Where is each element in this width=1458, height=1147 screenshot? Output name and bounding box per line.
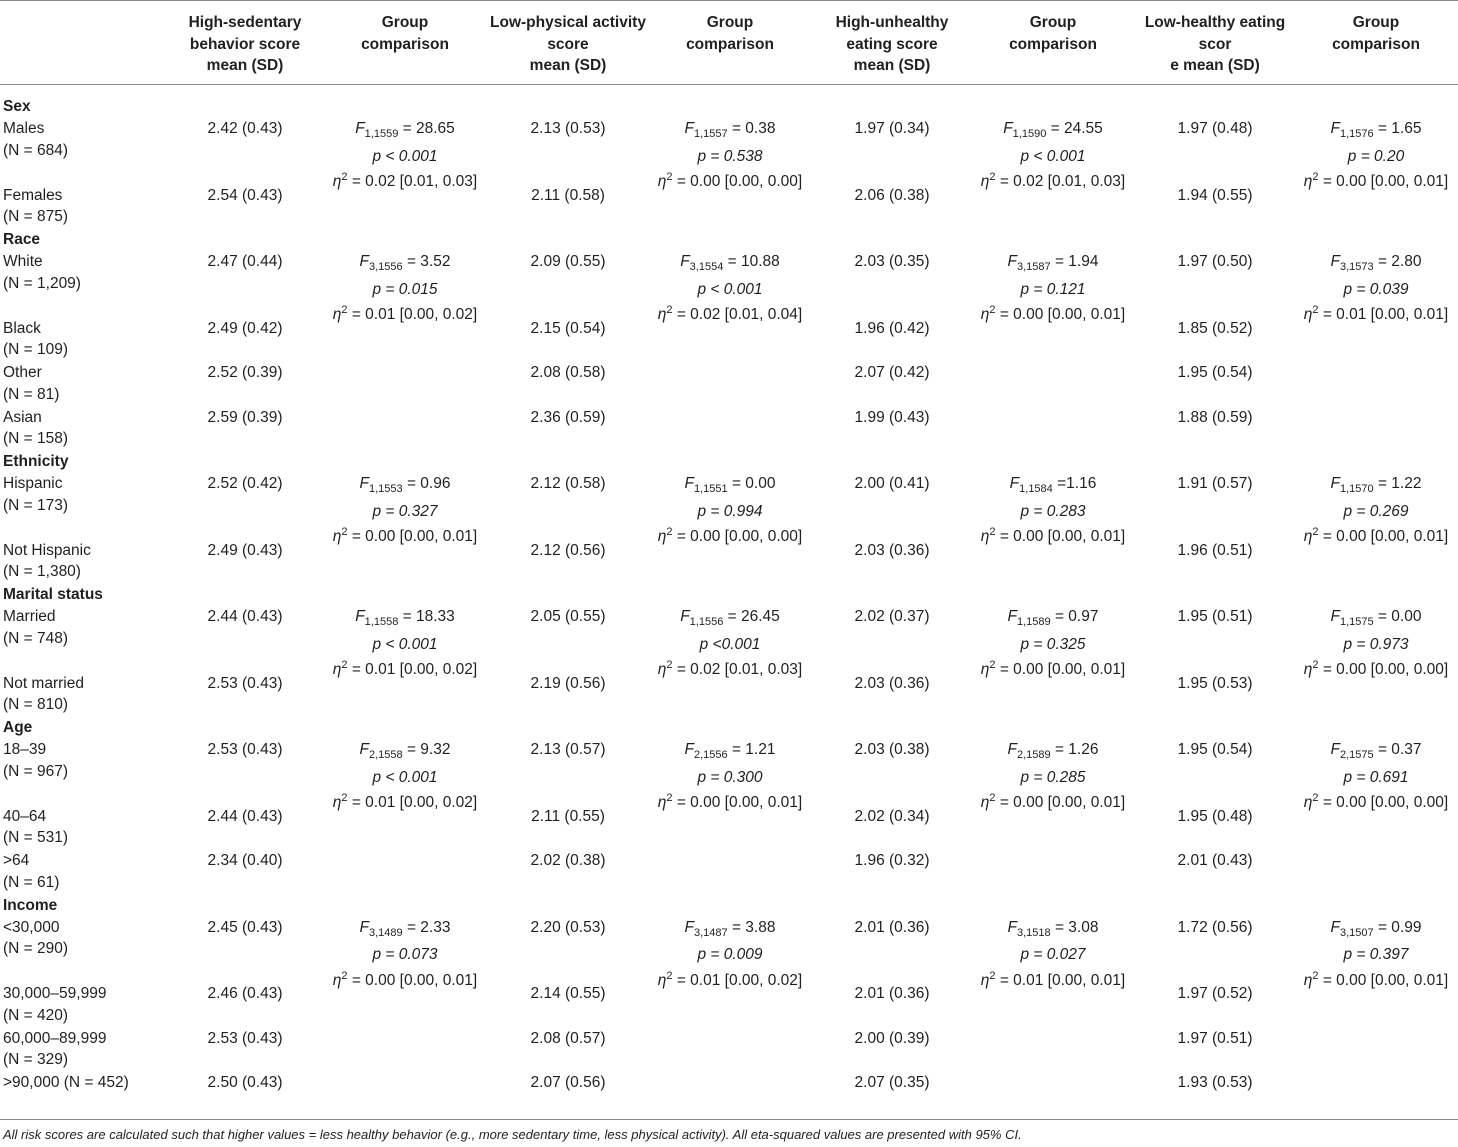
eta-symbol: η: [980, 173, 990, 191]
mean-sd-cell: 2.53 (0.43): [207, 1029, 283, 1047]
group-comparison-cell: [1286, 606, 1458, 681]
eta-value: = 0.01 [0.00, 0.02]: [347, 794, 478, 812]
eta-value: = 0.00 [0.00, 0.01]: [995, 306, 1126, 324]
eta-symbol: η: [980, 971, 990, 989]
mean-sd-cell: 2.54 (0.43): [207, 186, 283, 204]
mean-sd-cell: 2.07 (0.42): [854, 364, 930, 381]
mean-sd-cell: 1.99 (0.43): [854, 408, 930, 426]
f-value: = 0.00: [727, 475, 776, 492]
f-symbol: F: [1009, 475, 1020, 492]
column-header: Group comparison: [1332, 14, 1420, 53]
group-comparison-cell: [315, 606, 495, 681]
p-value: p = 0.269: [1343, 502, 1409, 520]
mean-sd-cell: 2.12 (0.58): [530, 475, 606, 492]
row-label: <30,000 (N = 290): [3, 918, 69, 957]
eta-value: = 0.00 [0.00, 0.00]: [672, 173, 803, 191]
row-label: Not married (N = 810): [3, 674, 84, 713]
column-header: Group comparison: [1009, 14, 1097, 53]
f-symbol: F: [355, 120, 365, 137]
f-value: = 1.26: [1050, 741, 1099, 758]
eta-value: = 0.00 [0.00, 0.01]: [1318, 528, 1449, 546]
p-value: p < 0.001: [372, 635, 438, 653]
p-value: p = 0.325: [1020, 635, 1086, 653]
f-symbol: F: [359, 253, 369, 270]
p-value: p = 0.121: [1020, 280, 1086, 298]
f-df: 3,1487: [693, 926, 728, 939]
mean-sd-cell: 2.08 (0.58): [530, 364, 606, 381]
eta-exponent: 2: [989, 304, 996, 317]
mean-sd-cell: 2.00 (0.41): [854, 475, 930, 492]
mean-sd-cell: 1.96 (0.42): [854, 319, 930, 337]
mean-sd-cell: 2.05 (0.55): [530, 608, 606, 625]
f-df: 1,1576: [1339, 128, 1374, 141]
mean-sd-cell: 1.95 (0.54): [1177, 741, 1253, 758]
f-symbol: F: [359, 741, 369, 758]
f-value: = 0.38: [727, 120, 776, 137]
eta-symbol: η: [1303, 971, 1313, 989]
f-df: 3,1556: [368, 261, 403, 274]
mean-sd-cell: 1.97 (0.52): [1177, 985, 1253, 1002]
row-label: 18–39 (N = 967): [3, 741, 69, 780]
mean-sd-cell: 2.46 (0.43): [207, 985, 283, 1002]
f-value: = 3.88: [727, 918, 776, 936]
f-df: 1,1556: [689, 616, 724, 629]
eta-exponent: 2: [1312, 659, 1319, 672]
f-symbol: F: [1003, 120, 1013, 137]
f-symbol: F: [1007, 253, 1017, 270]
row-label: Black (N = 109): [3, 319, 69, 358]
f-symbol: F: [1007, 741, 1017, 758]
f-df: 1,1557: [693, 128, 728, 141]
eta-exponent: 2: [989, 526, 996, 539]
column-header: High-sedentary behavior score mean (SD): [188, 14, 302, 74]
eta-symbol: η: [980, 528, 990, 546]
eta-exponent: 2: [1312, 969, 1319, 982]
f-df: 1,1590: [1012, 128, 1047, 141]
f-value: = 18.33: [398, 608, 455, 625]
mean-sd-cell: 1.97 (0.48): [1177, 120, 1253, 137]
group-comparison-cell: [315, 251, 495, 326]
group-comparison-cell: [1286, 473, 1458, 548]
f-value: = 3.08: [1050, 918, 1099, 936]
eta-value: = 0.02 [0.01, 0.03]: [347, 173, 478, 191]
mean-sd-cell: 2.08 (0.57): [530, 1029, 606, 1047]
f-value: = 2.33: [402, 918, 451, 936]
mean-sd-cell: 2.34 (0.40): [207, 852, 283, 869]
eta-exponent: 2: [989, 792, 996, 805]
f-symbol: F: [1330, 253, 1340, 270]
group-comparison-cell: [640, 739, 820, 814]
p-value: p = 0.015: [372, 280, 438, 298]
eta-exponent: 2: [1312, 792, 1319, 805]
eta-symbol: η: [332, 794, 342, 812]
group-comparison-cell: [1286, 917, 1458, 992]
group-comparison-cell: [315, 739, 495, 814]
eta-symbol: η: [980, 794, 990, 812]
mean-sd-cell: 2.45 (0.43): [207, 918, 283, 936]
f-df: 1,1559: [364, 128, 399, 141]
eta-symbol: η: [1303, 794, 1313, 812]
f-df: 3,1587: [1016, 261, 1051, 274]
mean-sd-cell: 2.14 (0.55): [530, 985, 606, 1002]
f-df: 1,1575: [1339, 616, 1374, 629]
f-value: = 1.21: [727, 741, 776, 758]
f-value: = 0.37: [1373, 741, 1422, 758]
eta-exponent: 2: [666, 792, 673, 805]
mean-sd-cell: 2.01 (0.36): [854, 918, 930, 936]
p-value: p = 0.397: [1343, 946, 1409, 964]
column-header: Low-physical activity score mean (SD): [490, 14, 646, 74]
mean-sd-cell: 2.47 (0.44): [207, 253, 283, 270]
f-symbol: F: [1330, 475, 1340, 492]
eta-symbol: η: [1303, 528, 1313, 546]
group-comparison-cell: [1286, 739, 1458, 814]
eta-exponent: 2: [666, 526, 673, 539]
section-title: Ethnicity: [3, 453, 69, 470]
f-symbol: F: [684, 475, 694, 492]
mean-sd-cell: 2.02 (0.37): [854, 608, 930, 625]
f-symbol: F: [1330, 608, 1340, 625]
p-value: p = 0.283: [1020, 502, 1086, 520]
f-df: 2,1575: [1339, 749, 1374, 762]
f-df: 1,1551: [693, 483, 728, 496]
mean-sd-cell: 2.02 (0.34): [854, 807, 930, 825]
f-value: = 0.99: [1373, 918, 1422, 936]
eta-exponent: 2: [1312, 304, 1319, 317]
mean-sd-cell: 2.42 (0.43): [207, 120, 283, 137]
f-df: 3,1573: [1339, 261, 1374, 274]
f-symbol: F: [1330, 918, 1340, 936]
group-comparison-cell: [963, 739, 1143, 814]
mean-sd-cell: 2.07 (0.56): [530, 1074, 606, 1091]
eta-exponent: 2: [341, 171, 348, 184]
mean-sd-cell: 2.52 (0.39): [207, 364, 283, 381]
row-label: >90,000 (N = 452): [3, 1074, 129, 1091]
eta-symbol: η: [1303, 306, 1313, 324]
group-comparison-cell: [1286, 118, 1458, 193]
eta-exponent: 2: [341, 304, 348, 317]
mean-sd-cell: 2.01 (0.36): [854, 985, 930, 1002]
f-df: 1,1589: [1016, 616, 1051, 629]
eta-symbol: η: [1303, 173, 1313, 191]
eta-exponent: 2: [989, 659, 996, 672]
mean-sd-cell: 1.97 (0.51): [1177, 1029, 1253, 1047]
f-value: = 3.52: [402, 253, 451, 270]
eta-value: = 0.02 [0.01, 0.03]: [995, 173, 1126, 191]
row-label: Females (N = 875): [3, 186, 69, 225]
f-value: = 0.00: [1373, 608, 1422, 625]
eta-exponent: 2: [1312, 526, 1319, 539]
row-label: 60,000–89,999 (N = 329): [3, 1029, 107, 1068]
mean-sd-cell: 2.20 (0.53): [530, 918, 606, 936]
eta-value: = 0.00 [0.00, 0.00]: [1318, 794, 1449, 812]
mean-sd-cell: 1.97 (0.34): [854, 120, 930, 137]
mean-sd-cell: 2.12 (0.56): [530, 541, 606, 559]
eta-symbol: η: [657, 528, 667, 546]
group-comparison-cell: [640, 473, 820, 548]
bottom-rule: [0, 1119, 1458, 1120]
eta-exponent: 2: [341, 659, 348, 672]
mean-sd-cell: 2.02 (0.38): [530, 852, 606, 869]
f-df: 2,1589: [1016, 749, 1051, 762]
mean-sd-cell: 2.07 (0.35): [854, 1074, 930, 1091]
eta-symbol: η: [332, 971, 342, 989]
group-comparison-cell: [315, 917, 495, 992]
f-df: 3,1518: [1016, 926, 1051, 939]
row-label: White (N = 1,209): [3, 253, 81, 292]
mean-sd-cell: 1.72 (0.56): [1177, 918, 1253, 936]
group-comparison-cell: [315, 473, 495, 548]
eta-value: = 0.00 [0.00, 0.01]: [347, 971, 478, 989]
eta-value: = 0.01 [0.00, 0.02]: [347, 661, 478, 679]
f-df: 3,1507: [1339, 926, 1374, 939]
group-comparison-cell: [963, 917, 1143, 992]
section-title: Race: [3, 231, 41, 248]
f-df: 1,1553: [368, 483, 403, 496]
f-value: = 1.22: [1373, 475, 1422, 492]
column-header: Group comparison: [686, 14, 774, 53]
mean-sd-cell: 1.96 (0.32): [854, 852, 930, 869]
f-value: = 28.65: [398, 120, 455, 137]
mean-sd-cell: 2.49 (0.43): [207, 541, 283, 559]
eta-symbol: η: [1303, 661, 1313, 679]
p-value: p = 0.073: [372, 946, 438, 964]
mean-sd-cell: 2.03 (0.36): [854, 674, 930, 692]
eta-value: = 0.00 [0.00, 0.01]: [347, 528, 478, 546]
section-title: Income: [3, 896, 58, 914]
eta-exponent: 2: [989, 969, 996, 982]
f-value: = 0.97: [1050, 608, 1099, 625]
f-df: 3,1554: [689, 261, 724, 274]
f-symbol: F: [1007, 918, 1017, 936]
mean-sd-cell: 2.19 (0.56): [530, 674, 606, 692]
mean-sd-cell: 2.15 (0.54): [530, 319, 606, 337]
mean-sd-cell: 2.44 (0.43): [207, 608, 283, 625]
f-df: 3,1489: [368, 926, 403, 939]
eta-exponent: 2: [341, 526, 348, 539]
eta-value: = 0.00 [0.00, 0.01]: [1318, 971, 1449, 989]
row-label: Males (N = 684): [3, 120, 69, 159]
f-value: =1.16: [1052, 475, 1097, 492]
row-label: Other (N = 81): [3, 364, 60, 403]
group-comparison-cell: [1286, 251, 1458, 326]
p-value: p = 0.300: [697, 768, 763, 786]
mean-sd-cell: 1.95 (0.54): [1177, 364, 1253, 381]
row-label: 30,000–59,999 (N = 420): [3, 985, 107, 1024]
eta-exponent: 2: [1312, 171, 1319, 184]
mean-sd-cell: 1.93 (0.53): [1177, 1074, 1253, 1091]
p-value: p < 0.001: [372, 768, 438, 786]
f-symbol: F: [1330, 741, 1340, 758]
group-comparison-cell: [640, 606, 820, 681]
group-comparison-cell: [315, 118, 495, 193]
f-value: = 26.45: [723, 608, 780, 625]
group-comparison-cell: [963, 251, 1143, 326]
p-value: p <0.001: [699, 635, 761, 653]
eta-value: = 0.01 [0.00, 0.01]: [1318, 306, 1449, 324]
mean-sd-cell: 1.95 (0.53): [1177, 674, 1253, 692]
mean-sd-cell: 1.94 (0.55): [1177, 186, 1253, 204]
mean-sd-cell: 1.95 (0.48): [1177, 807, 1253, 825]
mean-sd-cell: 2.09 (0.55): [530, 253, 606, 270]
mean-sd-cell: 1.88 (0.59): [1177, 408, 1253, 426]
mean-sd-cell: 2.49 (0.42): [207, 319, 283, 337]
group-comparison-cell: [963, 118, 1143, 193]
eta-exponent: 2: [666, 659, 673, 672]
mean-sd-cell: 2.13 (0.53): [530, 120, 606, 137]
p-value: p = 0.20: [1347, 147, 1405, 165]
f-symbol: F: [684, 918, 694, 936]
p-value: p = 0.691: [1343, 768, 1409, 786]
mean-sd-cell: 1.85 (0.52): [1177, 319, 1253, 337]
f-value: = 24.55: [1046, 120, 1103, 137]
p-value: p = 0.285: [1020, 768, 1086, 786]
section-title: Sex: [3, 98, 31, 115]
column-header: Low-healthy eating scor e mean (SD): [1144, 14, 1286, 74]
eta-exponent: 2: [666, 171, 673, 184]
column-header: High-unhealthy eating score mean (SD): [835, 14, 949, 74]
p-value: p = 0.327: [372, 502, 438, 520]
f-df: 2,1558: [368, 749, 403, 762]
eta-value: = 0.00 [0.00, 0.00]: [1318, 661, 1449, 679]
p-value: p < 0.001: [372, 147, 438, 165]
mean-sd-cell: 2.06 (0.38): [854, 186, 930, 204]
eta-symbol: η: [657, 971, 667, 989]
eta-value: = 0.01 [0.00, 0.02]: [672, 971, 803, 989]
mean-sd-cell: 2.03 (0.36): [854, 541, 930, 559]
eta-value: = 0.00 [0.00, 0.00]: [672, 528, 803, 546]
f-value: = 1.94: [1050, 253, 1099, 270]
f-value: = 1.65: [1373, 120, 1422, 137]
f-value: = 2.80: [1373, 253, 1422, 270]
eta-value: = 0.02 [0.01, 0.03]: [672, 661, 803, 679]
mean-sd-cell: 2.03 (0.35): [854, 253, 930, 270]
eta-symbol: η: [657, 661, 667, 679]
column-header: Group comparison: [361, 14, 449, 53]
table-footnote: All risk scores are calculated such that higher values = less healthy behavior (e.g., more sedentary time, less physical activity). All eta-squared values are presented with 95% CI.: [3, 1127, 1022, 1142]
group-comparison-cell: [640, 917, 820, 992]
f-value: = 10.88: [723, 253, 780, 270]
f-symbol: F: [680, 253, 690, 270]
p-value: p = 0.994: [697, 502, 763, 520]
group-comparison-cell: [640, 251, 820, 326]
f-value: = 0.96: [402, 475, 451, 492]
eta-exponent: 2: [341, 792, 348, 805]
f-symbol: F: [1007, 608, 1017, 625]
mean-sd-cell: 2.50 (0.43): [207, 1074, 283, 1091]
eta-value: = 0.00 [0.00, 0.01]: [995, 528, 1126, 546]
header-rule: [0, 84, 1458, 85]
row-label: 40–64 (N = 531): [3, 807, 69, 846]
p-value: p = 0.009: [697, 946, 763, 964]
eta-value: = 0.02 [0.01, 0.04]: [672, 306, 803, 324]
p-value: p = 0.973: [1343, 635, 1409, 653]
p-value: p < 0.001: [1020, 147, 1086, 165]
f-symbol: F: [680, 608, 690, 625]
eta-exponent: 2: [666, 969, 673, 982]
eta-symbol: η: [980, 661, 990, 679]
p-value: p = 0.027: [1020, 946, 1086, 964]
f-df: 2,1556: [693, 749, 728, 762]
table-header: [0, 0, 1458, 84]
eta-exponent: 2: [989, 171, 996, 184]
eta-value: = 0.01 [0.00, 0.02]: [347, 306, 478, 324]
section-title: Age: [3, 719, 33, 736]
f-symbol: F: [1330, 120, 1340, 137]
f-df: 1,1584: [1019, 483, 1053, 496]
eta-value: = 0.00 [0.00, 0.01]: [1318, 173, 1449, 191]
eta-symbol: η: [332, 661, 342, 679]
f-symbol: F: [359, 475, 369, 492]
f-df: 1,1570: [1339, 483, 1374, 496]
mean-sd-cell: 2.11 (0.55): [531, 807, 605, 825]
f-df: 1,1558: [364, 616, 399, 629]
row-label: Asian (N = 158): [3, 408, 69, 447]
eta-symbol: η: [980, 306, 990, 324]
eta-value: = 0.00 [0.00, 0.01]: [995, 794, 1126, 812]
mean-sd-cell: 1.96 (0.51): [1177, 541, 1253, 559]
mean-sd-cell: 2.53 (0.43): [207, 741, 283, 758]
eta-symbol: η: [332, 528, 342, 546]
mean-sd-cell: 1.91 (0.57): [1177, 475, 1253, 492]
eta-value: = 0.00 [0.00, 0.01]: [672, 794, 803, 812]
mean-sd-cell: 1.95 (0.51): [1177, 608, 1253, 625]
p-value: p = 0.039: [1343, 280, 1409, 298]
eta-value: = 0.01 [0.00, 0.01]: [995, 971, 1126, 989]
mean-sd-cell: 2.36 (0.59): [530, 408, 606, 426]
mean-sd-cell: 2.00 (0.39): [854, 1029, 930, 1047]
eta-symbol: η: [657, 306, 667, 324]
row-label: >64 (N = 61): [3, 852, 60, 891]
mean-sd-cell: 2.44 (0.43): [207, 807, 283, 825]
f-symbol: F: [355, 608, 365, 625]
eta-value: = 0.00 [0.00, 0.01]: [995, 661, 1126, 679]
group-comparison-cell: [640, 118, 820, 193]
section-title: Marital status: [3, 586, 103, 603]
row-label: Not Hispanic (N = 1,380): [3, 541, 91, 580]
p-value: p < 0.001: [697, 280, 763, 298]
mean-sd-cell: 2.03 (0.38): [854, 741, 930, 758]
p-value: p = 0.538: [697, 147, 763, 165]
mean-sd-cell: 2.11 (0.58): [531, 186, 605, 204]
mean-sd-cell: 2.53 (0.43): [207, 674, 283, 692]
eta-symbol: η: [332, 173, 342, 191]
f-symbol: F: [684, 120, 694, 137]
mean-sd-cell: 1.97 (0.50): [1177, 253, 1253, 270]
eta-symbol: η: [657, 173, 667, 191]
group-comparison-cell: [963, 606, 1143, 681]
eta-symbol: η: [657, 794, 667, 812]
row-label: Hispanic (N = 173): [3, 475, 69, 514]
f-symbol: F: [359, 918, 369, 936]
row-label: Married (N = 748): [3, 608, 69, 647]
mean-sd-cell: 2.52 (0.42): [207, 475, 283, 492]
f-value: = 9.32: [402, 741, 451, 758]
f-symbol: F: [684, 741, 694, 758]
eta-exponent: 2: [666, 304, 673, 317]
mean-sd-cell: 2.59 (0.39): [207, 408, 283, 426]
eta-exponent: 2: [341, 969, 348, 982]
eta-symbol: η: [332, 306, 342, 324]
mean-sd-cell: 2.13 (0.57): [530, 741, 606, 758]
group-comparison-cell: [963, 473, 1143, 548]
mean-sd-cell: 2.01 (0.43): [1177, 852, 1253, 869]
